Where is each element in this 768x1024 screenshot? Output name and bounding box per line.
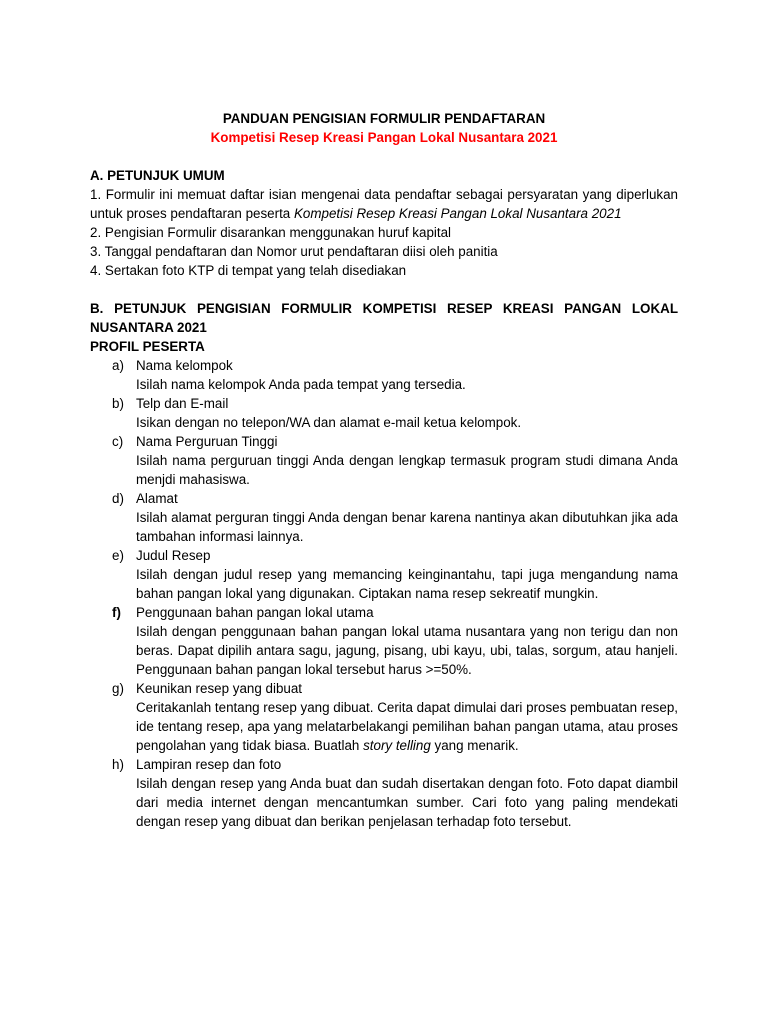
document-subtitle: Kompetisi Resep Kreasi Pangan Lokal Nusantara 2021 [210, 130, 558, 145]
section-a-item-4: 4. Sertakan foto KTP di tempat yang telah disediakan [90, 263, 407, 278]
item-description: Isilah dengan penggunaan bahan pangan lokal utama nusantara yang non terigu dan non beras. Dapat dipilih antara sagu, jagung, pisang, ubi kayu, ubi, talas, sorgum, atau hanjeli. Penggunaan bahan pangan lokal tersebut harus >=50%. [136, 624, 678, 677]
item-title: Penggunaan bahan pangan lokal utama [136, 605, 374, 620]
item-title: Lampiran resep dan foto [136, 757, 282, 772]
section-a-item-2: 2. Pengisian Formulir disarankan menggunakan huruf kapital [90, 225, 452, 240]
item-letter: e) [112, 548, 124, 563]
item-description: Isilah alamat perguran tinggi Anda dengan benar karena nantinya akan dibutuhkan jika ada tambahan informasi lainnya. [136, 510, 678, 544]
item-letter: d) [112, 491, 124, 506]
item-title: Keunikan resep yang dibuat [136, 681, 303, 696]
item-letter: f) [112, 605, 121, 620]
item-letter: b) [112, 396, 124, 411]
item-description: Isilah nama kelompok Anda pada tempat yang tersedia. [136, 377, 466, 392]
item-letter: h) [112, 757, 124, 772]
item-description-part: yang menarik. [430, 738, 519, 753]
item-description: Isilah dengan resep yang Anda buat dan sudah disertakan dengan foto. Foto dapat diambil dari media internet dengan mencantumkan sumber. Cari foto yang paling mendekati dengan resep yang dibuat dan berikan penjelasan terhadap foto tersebut. [136, 776, 678, 829]
section-a-item-1-text: 1. Formulir ini memuat daftar isian mengenai data pendaftar sebagai persyaratan yang diperlukan untuk proses pendaftaran peserta [90, 187, 678, 221]
list-item [90, 356, 678, 394]
item-description: Isilah dengan judul resep yang memancing keinginantahu, tapi juga mengandung nama bahan pangan lokal yang digunakan. Ciptakan nama resep sekreatif mungkin. [136, 567, 678, 601]
profile-subheading: PROFIL PESERTA [90, 339, 205, 354]
item-description [136, 698, 678, 755]
document-title: PANDUAN PENGISIAN FORMULIR PENDAFTARAN [222, 111, 546, 126]
item-title: Alamat [136, 491, 178, 506]
item-description-italic: story telling [363, 738, 431, 753]
list-item [90, 394, 678, 432]
section-a-item-1 [90, 185, 678, 223]
profile-list [90, 356, 678, 831]
item-title: Judul Resep [136, 548, 211, 563]
list-item [90, 755, 678, 831]
section-a-heading: A. PETUNJUK UMUM [90, 168, 225, 183]
item-title: Nama Perguruan Tinggi [136, 434, 278, 449]
list-item [90, 603, 678, 679]
section-a-item-1-italic: Kompetisi Resep Kreasi Pangan Lokal Nusantara 2021 [293, 206, 622, 221]
item-title: Nama kelompok [136, 358, 233, 373]
section-b-heading: B. PETUNJUK PENGISIAN FORMULIR KOMPETISI RESEP KREASI PANGAN LOKAL NUSANTARA 2021 [90, 301, 678, 335]
list-item [90, 679, 678, 755]
item-title: Telp dan E-mail [136, 396, 229, 411]
section-spacer [90, 280, 678, 299]
item-letter: a) [112, 358, 124, 373]
item-letter: g) [112, 681, 124, 696]
section-a-item-3: 3. Tanggal pendaftaran dan Nomor urut pendaftaran diisi oleh panitia [90, 244, 498, 259]
list-item [90, 432, 678, 489]
list-item [90, 546, 678, 603]
item-description-part: Ceritakanlah tentang resep yang dibuat. Cerita dapat dimulai dari proses pembuatan resep, ide tentang resep, apa yang melatarbelakangi pemilihan bahan pangan utama, atau proses pengolahan yang tidak biasa. Buatlah [136, 700, 678, 753]
item-description: Isilah nama perguruan tinggi Anda dengan lengkap termasuk program studi dimana Anda menjdi mahasiswa. [136, 453, 678, 487]
list-item [90, 489, 678, 546]
item-description: Isikan dengan no telepon/WA dan alamat e-mail ketua kelompok. [136, 415, 522, 430]
item-letter: c) [112, 434, 124, 449]
